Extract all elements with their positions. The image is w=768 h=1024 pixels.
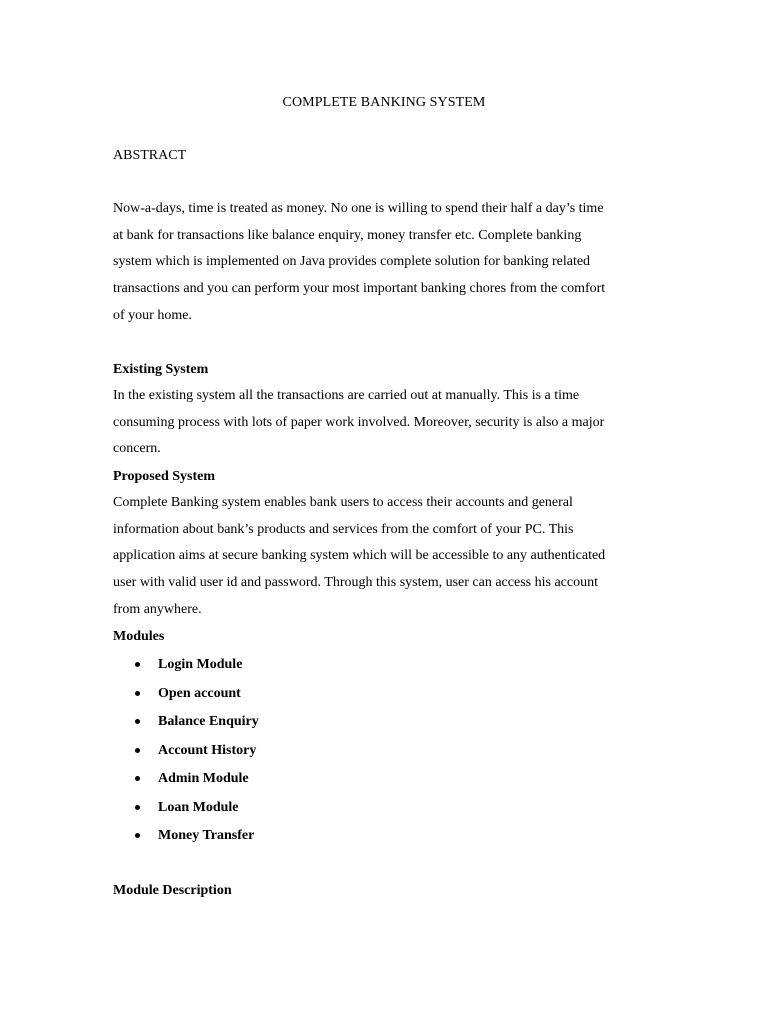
proposed-line: application aims at secure banking system which will be accessible to any authenticated bbox=[113, 548, 606, 564]
module-label: Open account bbox=[158, 685, 241, 701]
module-label: Account History bbox=[158, 742, 257, 758]
module-label: Login Module bbox=[158, 657, 243, 672]
list-item bbox=[113, 712, 259, 741]
existing-line: concern. bbox=[113, 441, 161, 457]
bullet-icon bbox=[135, 719, 140, 724]
proposed-line: information about bank’s products and services from the comfort of your PC. This bbox=[113, 521, 574, 537]
existing-system-heading: Existing System bbox=[113, 362, 209, 377]
module-label: Money Transfer bbox=[158, 828, 255, 843]
document-title: COMPLETE BANKING SYSTEM bbox=[282, 95, 486, 110]
proposed-system-paragraph bbox=[113, 490, 658, 624]
existing-line: In the existing system all the transactions are carried out at manually. This is a time bbox=[113, 388, 580, 403]
module-label: Loan Module bbox=[158, 799, 239, 815]
abstract-line: system which is implemented on Java provides complete solution for banking related bbox=[113, 254, 591, 270]
list-item bbox=[113, 741, 259, 770]
list-item bbox=[113, 798, 259, 827]
bullet-icon bbox=[135, 805, 140, 810]
bullet-icon bbox=[135, 833, 140, 838]
proposed-line: Complete Banking system enables bank users to access their accounts and general bbox=[113, 495, 573, 510]
proposed-line: user with valid user id and password. Through this system, user can access his account bbox=[113, 575, 598, 591]
module-description-heading: Module Description bbox=[113, 883, 232, 898]
abstract-heading: ABSTRACT bbox=[113, 148, 187, 163]
bullet-icon bbox=[135, 776, 140, 781]
bullet-icon bbox=[135, 691, 140, 696]
abstract-paragraph bbox=[113, 196, 658, 330]
existing-line: consuming process with lots of paper work involved. Moreover, security is also a major bbox=[113, 414, 605, 430]
list-item bbox=[113, 684, 259, 713]
module-label: Admin Module bbox=[158, 771, 249, 786]
modules-heading: Modules bbox=[113, 629, 165, 644]
list-item bbox=[113, 769, 259, 798]
proposed-system-heading: Proposed System bbox=[113, 469, 216, 484]
bullet-icon bbox=[135, 748, 140, 753]
list-item bbox=[113, 826, 259, 855]
abstract-line: at bank for transactions like balance enquiry, money transfer etc. Complete banking bbox=[113, 227, 582, 243]
bullet-icon bbox=[135, 662, 140, 667]
abstract-line: of your home. bbox=[113, 307, 192, 323]
modules-list bbox=[113, 655, 259, 855]
abstract-line: transactions and you can perform your most important banking chores from the comfort bbox=[113, 281, 606, 297]
proposed-line: from anywhere. bbox=[113, 601, 202, 617]
list-item bbox=[113, 655, 259, 684]
abstract-line: Now-a-days, time is treated as money. No one is willing to spend their half a day’s time bbox=[113, 201, 604, 216]
module-label: Balance Enquiry bbox=[158, 714, 259, 729]
existing-system-paragraph bbox=[113, 383, 658, 463]
